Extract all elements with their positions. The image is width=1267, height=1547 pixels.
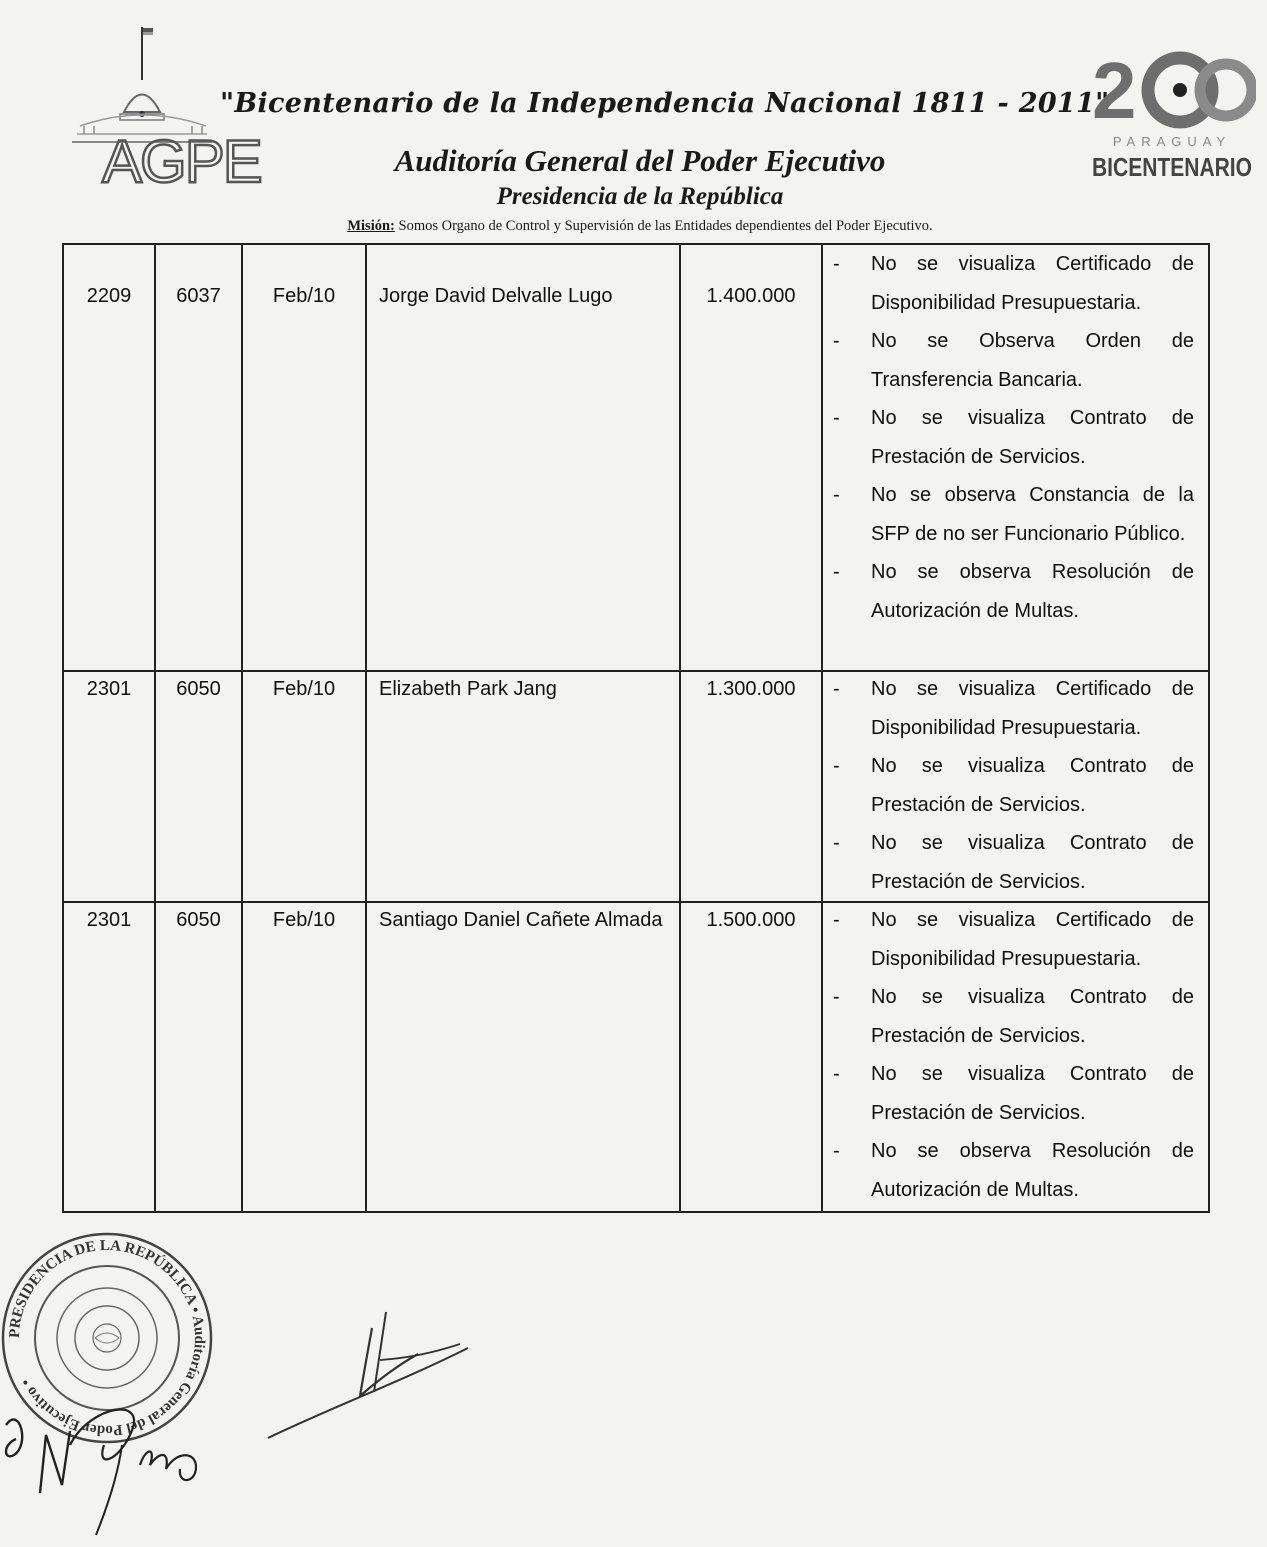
svg-text:PRESIDENCIA DE LA REPÚBLICA •: PRESIDENCIA DE LA REPÚBLICA • Auditoría General del Poder Ejecutivo • bbox=[6, 1237, 208, 1439]
account-code-cell: 2209 bbox=[63, 244, 155, 671]
bullet-dash-icon: - bbox=[833, 909, 840, 931]
observation-item bbox=[831, 824, 1194, 901]
period-cell: Feb/10 bbox=[242, 671, 366, 902]
bullet-dash-icon: - bbox=[833, 253, 840, 275]
observation-text: No se visualiza Certificado de Disponibilidad Presupuestaria. bbox=[871, 678, 1194, 739]
observations-cell bbox=[822, 902, 1209, 1212]
observation-text: No se visualiza Contrato de Prestación de Servicios. bbox=[871, 832, 1194, 893]
observations-list bbox=[831, 670, 1194, 901]
table-row bbox=[63, 244, 1209, 671]
bullet-dash-icon: - bbox=[833, 1140, 840, 1162]
observation-item bbox=[831, 476, 1194, 553]
observation-text: No se visualiza Contrato de Prestación de Servicios. bbox=[871, 1063, 1194, 1124]
observation-text: No se visualiza Contrato de Prestación de Servicios. bbox=[871, 755, 1194, 816]
svg-text:BICENTENARIO: BICENTENARIO bbox=[1092, 152, 1252, 182]
mission-label: Misión: bbox=[347, 218, 395, 234]
observations-list bbox=[831, 245, 1194, 630]
observation-item bbox=[831, 322, 1194, 399]
observation-text: No se observa Resolución de Autorización de Multas. bbox=[871, 1140, 1194, 1201]
org-subtitle: Presidencia de la República bbox=[496, 183, 784, 210]
beneficiary-name-cell: Elizabeth Park Jang bbox=[366, 671, 680, 902]
period-cell: Feb/10 bbox=[242, 244, 366, 671]
bullet-dash-icon: - bbox=[833, 678, 840, 700]
table-row bbox=[63, 671, 1209, 902]
observation-item bbox=[831, 901, 1194, 978]
bicentenario-logo bbox=[1088, 48, 1256, 198]
audit-table bbox=[62, 243, 1210, 1213]
bullet-dash-icon: - bbox=[833, 407, 840, 429]
observation-item bbox=[831, 1055, 1194, 1132]
observation-item bbox=[831, 747, 1194, 824]
signature bbox=[0, 1385, 230, 1542]
reference-number-cell: 6050 bbox=[155, 902, 242, 1212]
bullet-dash-icon: - bbox=[833, 561, 840, 583]
observation-text: No se observa Resolución de Autorización de Multas. bbox=[871, 561, 1194, 622]
reference-number-cell: 6050 bbox=[155, 671, 242, 902]
observation-item bbox=[831, 978, 1194, 1055]
signature bbox=[260, 1300, 490, 1470]
observation-text: No se visualiza Contrato de Prestación de Servicios. bbox=[871, 986, 1194, 1047]
observation-item bbox=[831, 670, 1194, 747]
period-cell: Feb/10 bbox=[242, 902, 366, 1212]
amount-cell: 1.500.000 bbox=[680, 902, 822, 1212]
account-code-cell: 2301 bbox=[63, 902, 155, 1212]
observation-item bbox=[831, 1132, 1194, 1209]
motto: "Bicentenario de la Independencia Nacional 1811 - 2011" bbox=[220, 88, 1110, 119]
observation-text: No se Observa Orden de Transferencia Bancaria. bbox=[871, 330, 1194, 391]
amount-cell: 1.300.000 bbox=[680, 671, 822, 902]
observation-item bbox=[831, 399, 1194, 476]
account-code-cell: 2301 bbox=[63, 671, 155, 902]
bullet-dash-icon: - bbox=[833, 986, 840, 1008]
beneficiary-name-cell: Jorge David Delvalle Lugo bbox=[366, 244, 680, 671]
bullet-dash-icon: - bbox=[833, 330, 840, 352]
beneficiary-name-cell: Santiago Daniel Cañete Almada bbox=[366, 902, 680, 1212]
observations-list bbox=[831, 901, 1194, 1209]
observation-text: No se visualiza Contrato de Prestación de Servicios. bbox=[871, 407, 1194, 468]
observation-item bbox=[831, 245, 1194, 322]
reference-number-cell: 6037 bbox=[155, 244, 242, 671]
mission-line bbox=[220, 218, 1060, 235]
table-row bbox=[63, 902, 1209, 1212]
mission-text: Somos Organo de Control y Supervisión de las Entidades dependientes del Poder Ejecutivo. bbox=[398, 218, 933, 234]
bullet-dash-icon: - bbox=[833, 832, 840, 854]
bullet-dash-icon: - bbox=[833, 1063, 840, 1085]
bullet-dash-icon: - bbox=[833, 484, 840, 506]
observation-item bbox=[831, 553, 1194, 630]
svg-text:2: 2 bbox=[1092, 48, 1131, 135]
svg-text:AGPE: AGPE bbox=[102, 128, 261, 192]
svg-text:PARAGUAY: PARAGUAY bbox=[1112, 134, 1232, 149]
bullet-dash-icon: - bbox=[833, 755, 840, 777]
observation-text: No se visualiza Certificado de Disponibilidad Presupuestaria. bbox=[871, 909, 1194, 970]
observations-cell bbox=[822, 244, 1209, 671]
org-title: Auditoría General del Poder Ejecutivo bbox=[394, 143, 886, 178]
observation-text: No se visualiza Certificado de Disponibilidad Presupuestaria. bbox=[871, 253, 1194, 314]
observations-cell bbox=[822, 671, 1209, 902]
amount-cell: 1.400.000 bbox=[680, 244, 822, 671]
observation-text: No se observa Constancia de la SFP de no ser Funcionario Público. bbox=[871, 484, 1194, 545]
